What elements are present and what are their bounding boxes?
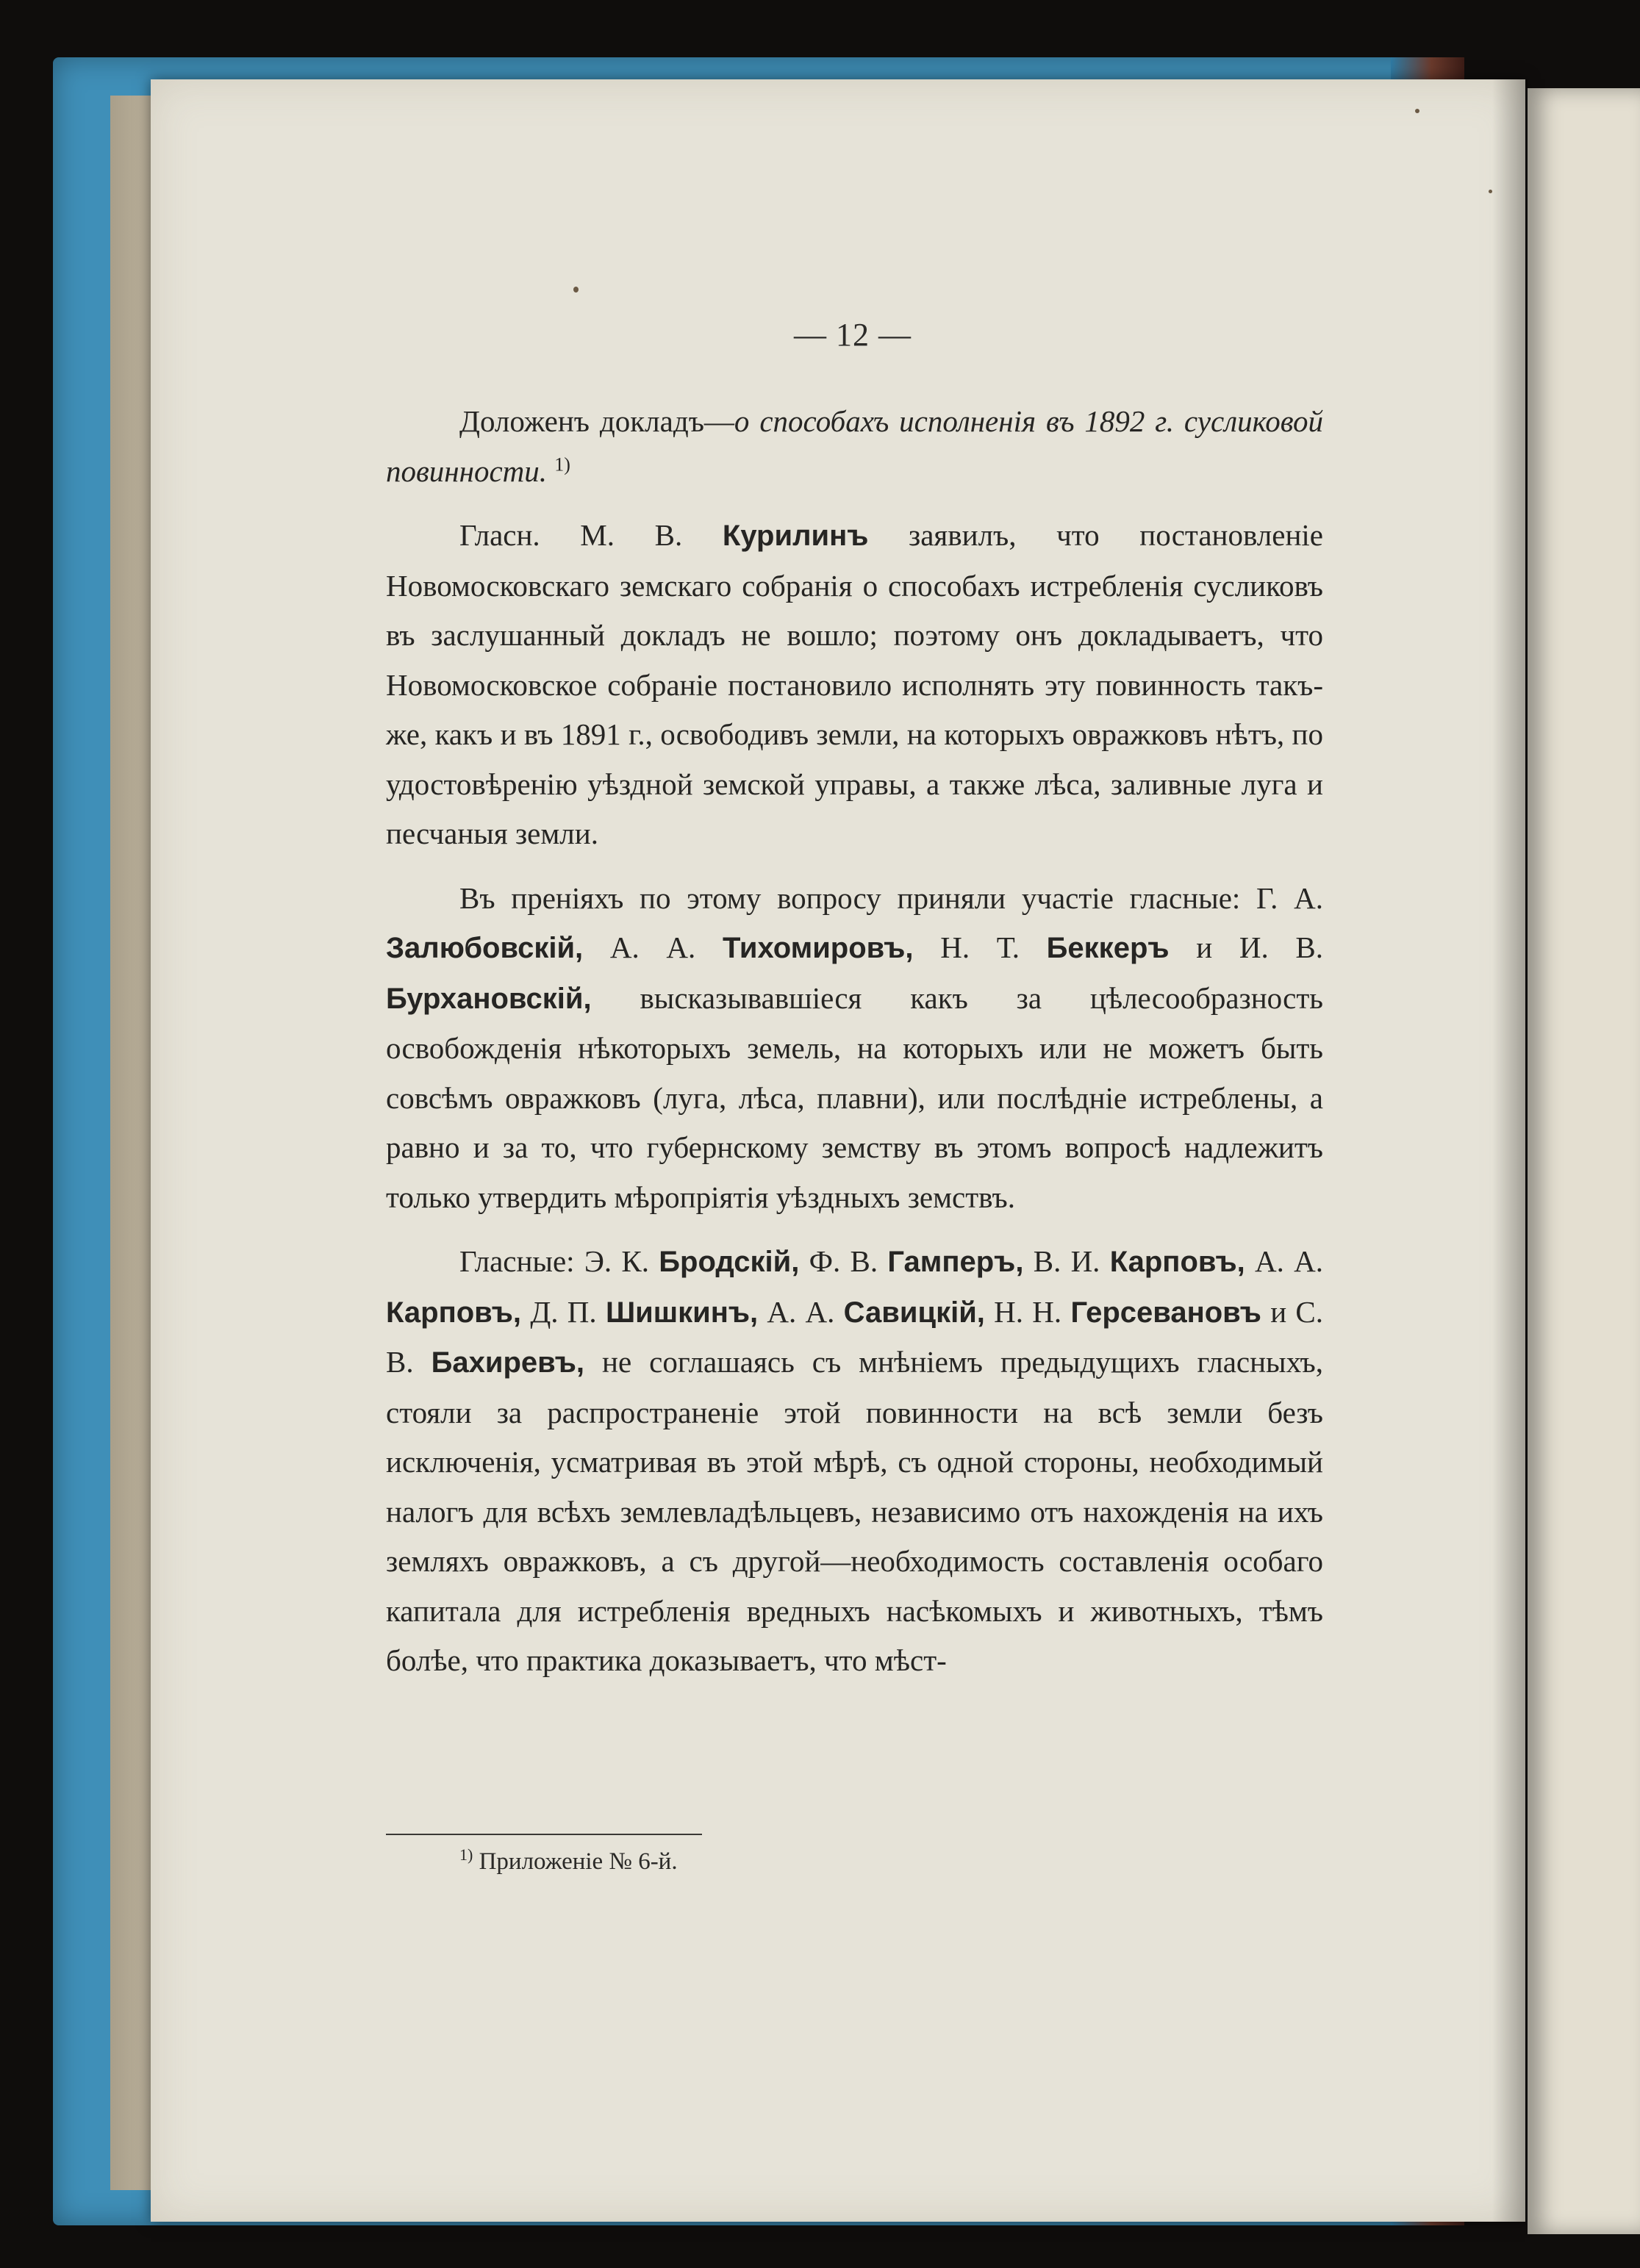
paragraph [386,874,1323,1223]
text-run: Приложеніе № 6-й. [473,1848,678,1875]
name-bold: Герсевановъ [1070,1296,1261,1329]
text-run [547,454,554,488]
name-bold: Курилинъ [722,520,869,552]
text-run: и С. В. [386,1294,1324,1379]
name-bold: Савицкій, [843,1296,985,1329]
paragraph [386,1237,1323,1686]
paper-speck [1415,109,1419,113]
text-run: Въ преніяхъ по этому вопросу приняли участіе гласные: Г. А. [459,880,1323,915]
body-text [386,397,1323,1701]
next-page-edge [1528,88,1640,2234]
name-bold: Залюбовскій, [386,932,584,964]
name-bold: Шишкинъ, [605,1296,759,1329]
text-run: заявилъ, что постановленіе Новомосковскаго земскаго собранія о способахъ истребленія сусликовъ въ заслушанный докладъ не вошло; поэтому онъ докладываетъ, что Новомосковское собраніе постановило исполнять эту повинность такъ-же, какъ и въ 1891 г., освободивъ земли, на которыхъ овражковъ нѣтъ, по удостовѣренію уѣздной земской управы, а также лѣса, заливные луга и песчаныя земли. [386,518,1323,850]
paragraph [386,397,1323,496]
name-bold: Беккеръ [1046,932,1170,964]
name-bold: Карповъ, [1109,1246,1245,1278]
text-run: В. И. [1023,1244,1110,1278]
text-run: Н. Т. [913,930,1047,964]
text-run: Н. Н. [984,1294,1071,1329]
text-run: и И. В. [1169,930,1323,964]
text-run: А. А. [758,1294,844,1329]
footnote [459,1841,1048,1882]
name-bold: Бурхановскій, [386,982,592,1015]
name-bold: Гамперъ, [887,1246,1024,1278]
text-run: А. А. [583,930,723,964]
text-run: Ф. В. [799,1244,888,1278]
paragraph [386,511,1323,859]
page-number: — 12 — [794,317,912,353]
footnote-divider [386,1834,702,1835]
paper-speck [573,287,579,293]
name-bold: Бродскій, [659,1246,800,1278]
name-bold: Карповъ, [386,1296,522,1329]
name-bold: Бахиревъ, [431,1346,584,1379]
footnote-ref: 1) [459,1845,473,1864]
text-run: Доложенъ докладъ— [459,404,734,438]
name-bold: Тихомировъ, [722,932,914,964]
text-run: А. А. [1245,1244,1323,1278]
footnote-ref: 1) [554,453,570,475]
italic-text: о способахъ исполненія въ 1892 г. сусликовой повинности. [386,404,1323,488]
text-run: Гласн. М. В. [459,518,723,552]
text-run: Д. П. [521,1294,606,1329]
text-run: Гласные: Э. К. [459,1244,659,1278]
gutter-shadow [1492,79,1528,2222]
text-run: высказывавшіеся какъ за цѣлесообразность освобожденія нѣкоторыхъ земель, на которыхъ или не можетъ быть совсѣмъ овражковъ (луга, лѣса, плавни), или послѣдніе истреблены, а равно и за то, что губернскому земству въ этомъ вопросѣ надлежитъ только утвердить мѣропріятія уѣздныхъ земствъ. [386,980,1323,1214]
text-run: не соглашаясь съ мнѣніемъ предыдущихъ гласныхъ, стояли за распространеніе этой повинности на всѣ земли безъ исключенія, усматривая въ этой мѣрѣ, съ одной стороны, необходимый налогъ для всѣхъ землевладѣльцевъ, независимо отъ нахожденія на ихъ земляхъ овражковъ, а съ другой—необходимость составленія особаго капитала для истребленія вредныхъ насѣкомыхъ и животныхъ, тѣмъ болѣе, что практика доказываетъ, что мѣст- [386,1345,1323,1677]
